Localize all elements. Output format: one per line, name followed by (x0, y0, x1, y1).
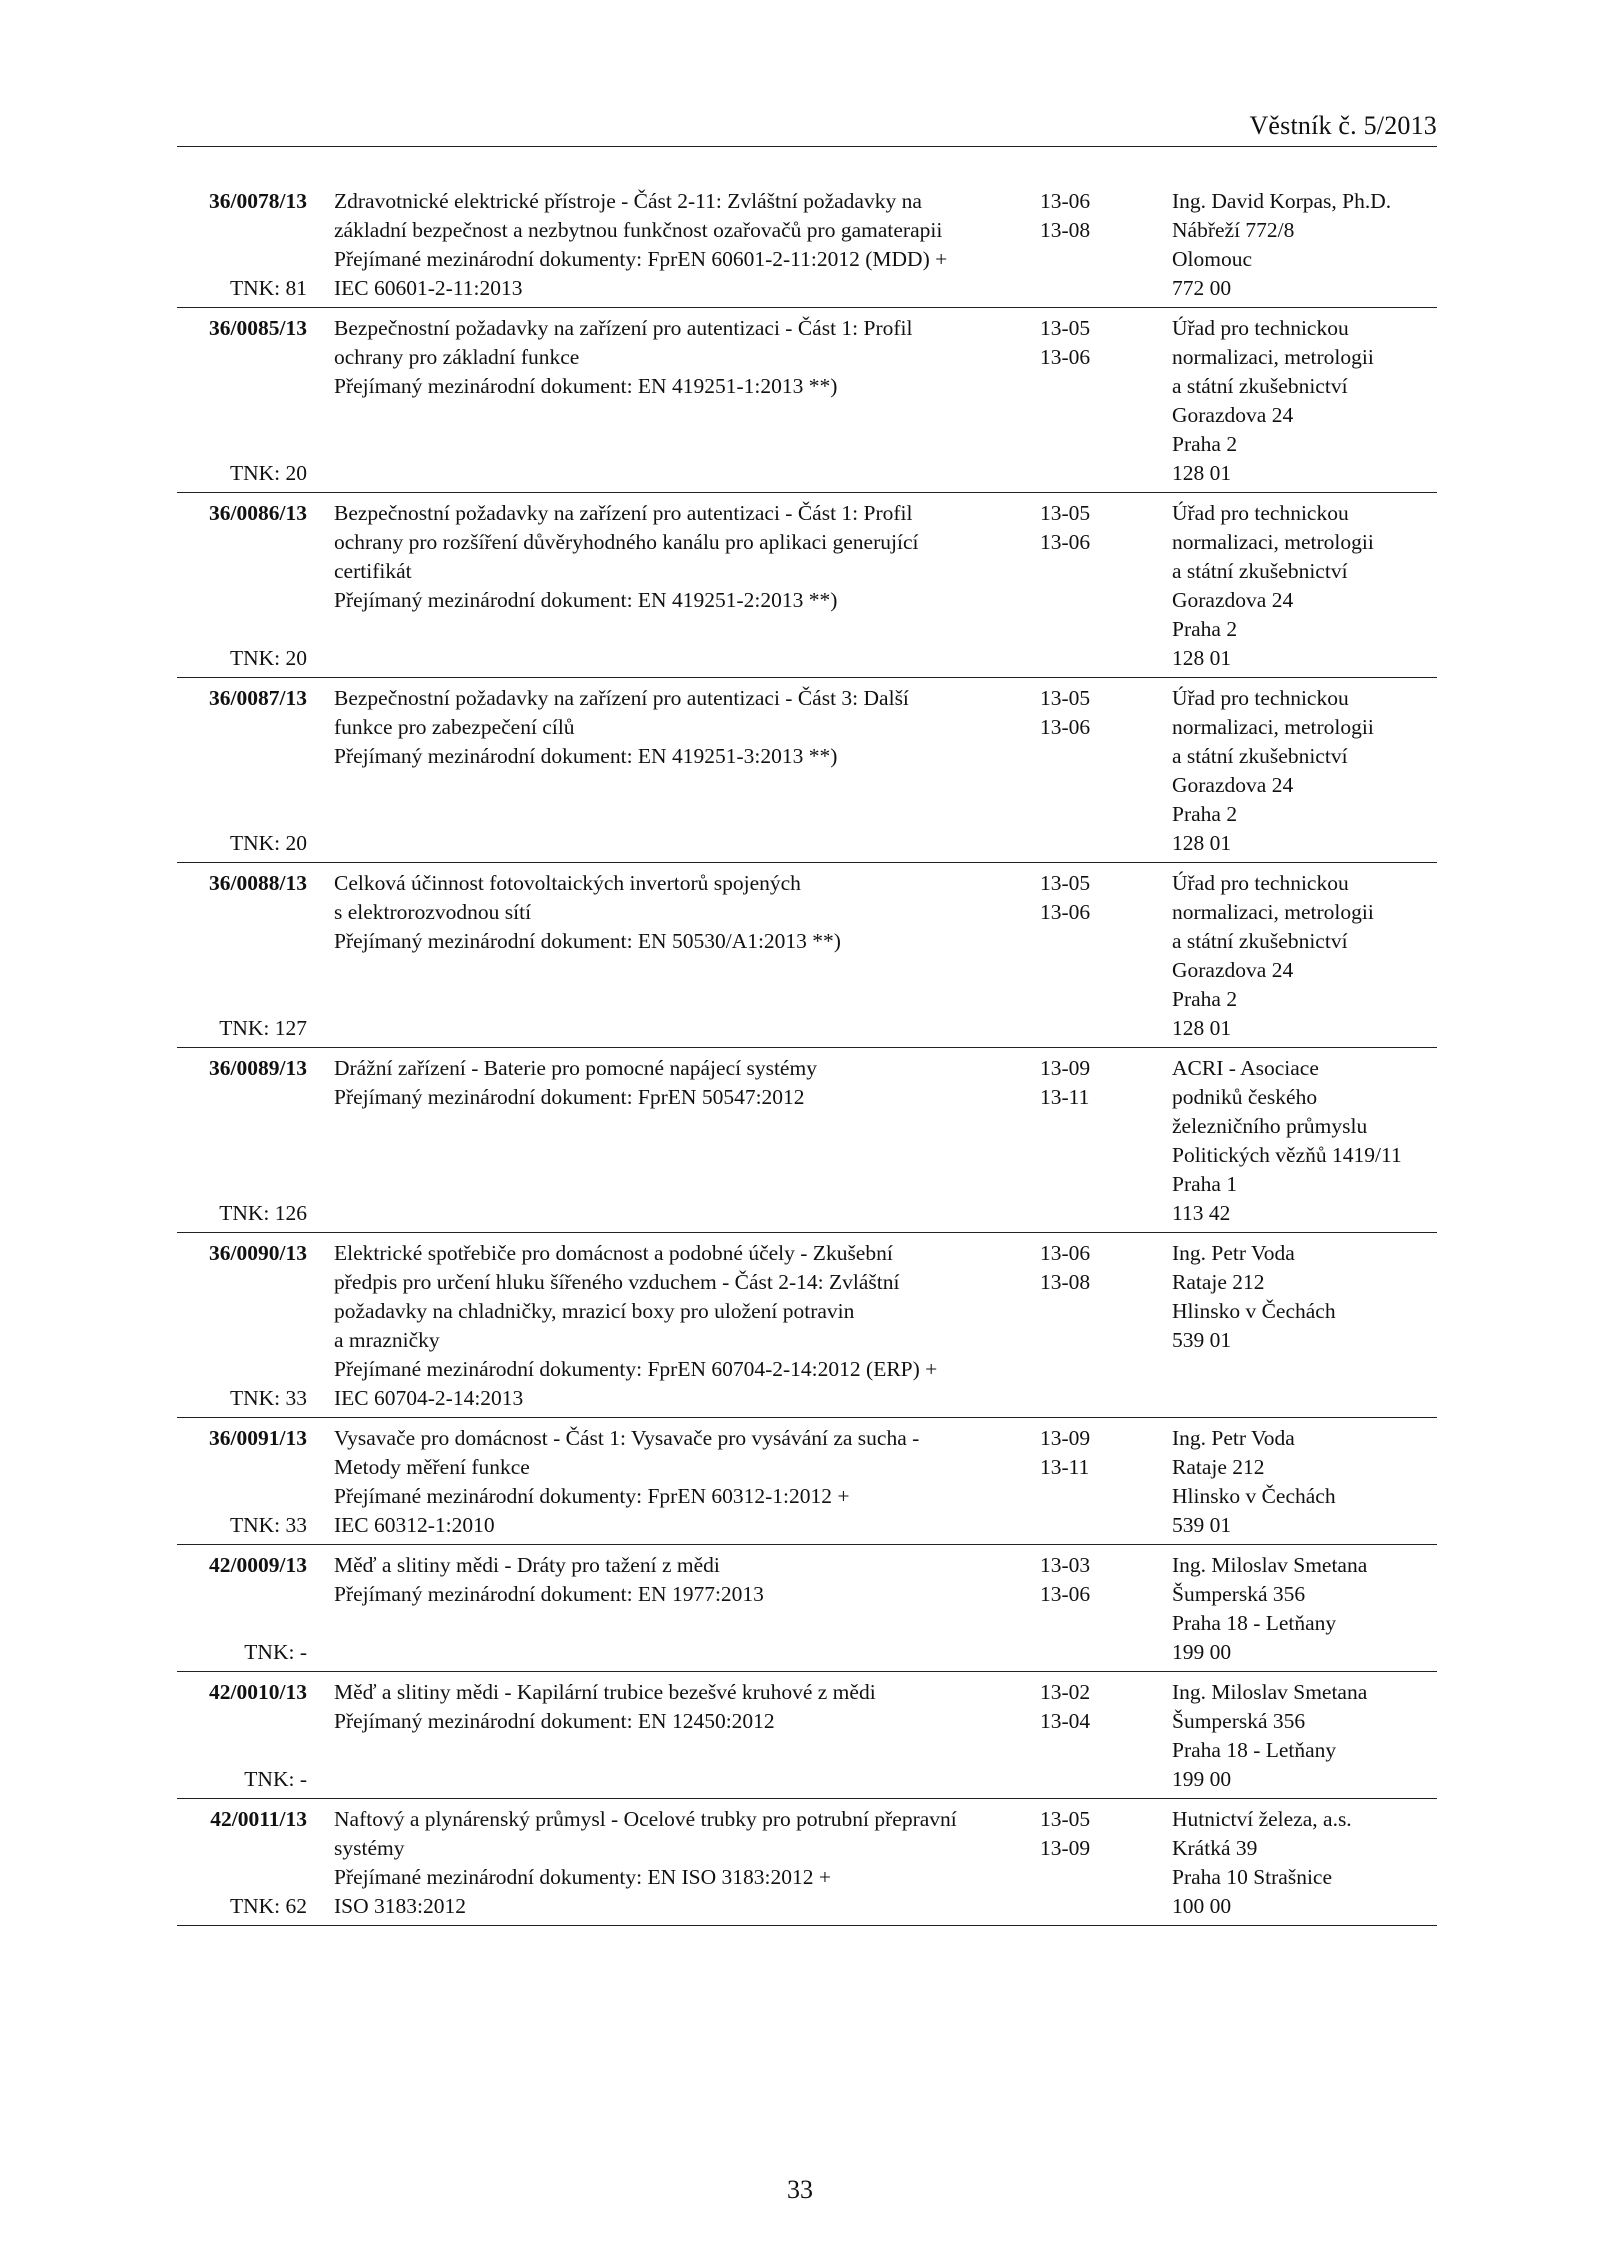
contact (1172, 187, 1457, 303)
description-line: Celková účinnost fotovoltaických invertorů spojených (334, 871, 801, 895)
description (334, 684, 1020, 858)
dates-line: 13-05 (1040, 501, 1091, 525)
contact-line: 100 00 (1172, 1894, 1232, 1918)
dates (1040, 684, 1152, 858)
table-row (177, 1048, 1437, 1233)
table-row (177, 1233, 1437, 1418)
page-number: 33 (787, 2175, 813, 2204)
contact-line: 199 00 (1172, 1767, 1232, 1791)
contact-line: 539 01 (1172, 1328, 1232, 1352)
description-line: Přejímaný mezinárodní dokument: EN 419251-2:2013 **) (334, 588, 838, 612)
description-line: Přejímaný mezinárodní dokument: EN 419251-1:2013 **) (334, 374, 838, 398)
description (334, 1678, 1020, 1794)
description-line: IEC 60704-2-14:2013 (334, 1386, 524, 1410)
contact (1172, 499, 1457, 673)
contact-line: Gorazdova 24 (1172, 588, 1294, 612)
table-row (177, 308, 1437, 493)
contact-line: 199 00 (1172, 1640, 1232, 1664)
project-id-cell (177, 869, 307, 1043)
contact (1172, 1551, 1457, 1667)
dates-line: 13-05 (1040, 1807, 1091, 1831)
dates-line: 13-05 (1040, 686, 1091, 710)
dates-line: 13-04 (1040, 1709, 1091, 1733)
contact-line: Úřad pro technickou (1172, 686, 1349, 710)
description (334, 314, 1020, 488)
description (334, 187, 1020, 303)
contact-line: 128 01 (1172, 461, 1232, 485)
description-line: IEC 60601-2-11:2013 (334, 276, 523, 300)
contact-line: Ing. Petr Voda (1172, 1426, 1295, 1450)
dates-line: 13-06 (1040, 900, 1091, 924)
project-number: 36/0088/13 (209, 871, 307, 895)
description-line: certifikát (334, 559, 412, 583)
table-row (177, 1799, 1437, 1926)
dates (1040, 499, 1152, 673)
project-number: 36/0085/13 (209, 316, 307, 340)
contact-line: Praha 2 (1172, 802, 1238, 826)
contact-line: Hlinsko v Čechách (1172, 1484, 1336, 1508)
tnk-label: TNK: 20 (229, 831, 307, 855)
contact-line: Praha 2 (1172, 617, 1238, 641)
contact-line: normalizaci, metrologii (1172, 715, 1374, 739)
dates-line: 13-11 (1040, 1085, 1090, 1109)
contact-line: Praha 18 - Letňany (1172, 1738, 1337, 1762)
contact (1172, 314, 1457, 488)
description-line: Přejímané mezinárodní dokumenty: FprEN 60601-2-11:2012 (MDD) + (334, 247, 948, 271)
dates (1040, 869, 1152, 1043)
contact-line: normalizaci, metrologii (1172, 900, 1374, 924)
contact-line: Praha 1 (1172, 1172, 1238, 1196)
description-line: s elektrorozvodnou sítí (334, 900, 532, 924)
contact-line: Gorazdova 24 (1172, 958, 1294, 982)
table-row (177, 863, 1437, 1048)
dates-line: 13-06 (1040, 715, 1091, 739)
dates (1040, 1054, 1152, 1228)
project-id-cell (177, 1054, 307, 1228)
description-line: Přejímané mezinárodní dokumenty: EN ISO 3183:2012 + (334, 1865, 831, 1889)
contact-line: normalizaci, metrologii (1172, 345, 1374, 369)
dates-line: 13-09 (1040, 1836, 1091, 1860)
contact-line: a státní zkušebnictví (1172, 559, 1348, 583)
description-line: základní bezpečnost a nezbytnou funkčnost ozařovačů pro gamaterapii (334, 218, 943, 242)
contact-line: Ing. Miloslav Smetana (1172, 1553, 1368, 1577)
table-row (177, 1672, 1437, 1799)
contact-line: Rataje 212 (1172, 1270, 1265, 1294)
project-id-cell (177, 499, 307, 673)
project-number: 36/0087/13 (209, 686, 307, 710)
contact-line: Gorazdova 24 (1172, 773, 1294, 797)
contact-line: Praha 10 Strašnice (1172, 1865, 1333, 1889)
description-line: Přejímané mezinárodní dokumenty: FprEN 60704-2-14:2012 (ERP) + (334, 1357, 938, 1381)
description (334, 1551, 1020, 1667)
dates (1040, 1551, 1152, 1667)
dates-line: 13-05 (1040, 871, 1091, 895)
header-title: Věstník č. 5/2013 (1249, 111, 1437, 140)
dates-line: 13-02 (1040, 1680, 1091, 1704)
dates-line: 13-05 (1040, 316, 1091, 340)
project-number: 42/0009/13 (209, 1553, 307, 1577)
description-line: Bezpečnostní požadavky na zařízení pro autentizaci - Část 1: Profil (334, 501, 913, 525)
project-number: 42/0011/13 (210, 1807, 307, 1831)
dates (1040, 1424, 1152, 1540)
dates (1040, 314, 1152, 488)
contact-line: železničního průmyslu (1172, 1114, 1368, 1138)
contact-line: Praha 18 - Letňany (1172, 1611, 1337, 1635)
description-line: Měď a slitiny mědi - Dráty pro tažení z mědi (334, 1553, 720, 1577)
description-line: Bezpečnostní požadavky na zařízení pro autentizaci - Část 3: Další (334, 686, 909, 710)
project-number: 36/0089/13 (209, 1056, 307, 1080)
dates-line: 13-06 (1040, 1582, 1091, 1606)
description-line: ochrany pro rozšíření důvěryhodného kanálu pro aplikaci generující (334, 530, 919, 554)
contact-line: Olomouc (1172, 247, 1253, 271)
description (334, 1054, 1020, 1228)
description-line: požadavky na chladničky, mrazicí boxy pro uložení potravin (334, 1299, 855, 1323)
contact-line: Hlinsko v Čechách (1172, 1299, 1336, 1323)
contact-line: 128 01 (1172, 646, 1232, 670)
project-id-cell (177, 684, 307, 858)
tnk-label: TNK: 81 (229, 276, 307, 300)
dates-line: 13-08 (1040, 1270, 1091, 1294)
contact-line: Praha 2 (1172, 987, 1238, 1011)
dates-line: 13-11 (1040, 1455, 1090, 1479)
description (334, 1805, 1020, 1921)
dates-line: 13-06 (1040, 1241, 1091, 1265)
contact (1172, 1239, 1457, 1413)
description (334, 869, 1020, 1043)
standards-table (177, 187, 1437, 1926)
project-id-cell (177, 1424, 307, 1540)
dates-line: 13-03 (1040, 1553, 1091, 1577)
description-line: Přejímané mezinárodní dokumenty: FprEN 60312-1:2012 + (334, 1484, 850, 1508)
tnk-label: TNK: - (244, 1767, 307, 1791)
contact-line: Ing. David Korpas, Ph.D. (1172, 189, 1392, 213)
description-line: Přejímaný mezinárodní dokument: FprEN 50547:2012 (334, 1085, 805, 1109)
contact-line: 113 42 (1172, 1201, 1231, 1225)
tnk-label: TNK: 20 (229, 646, 307, 670)
contact (1172, 684, 1457, 858)
contact-line: Krátká 39 (1172, 1836, 1258, 1860)
contact-line: Hutnictví železa, a.s. (1172, 1807, 1352, 1831)
dates-line: 13-06 (1040, 345, 1091, 369)
description-line: Přejímaný mezinárodní dokument: EN 1977:2013 (334, 1582, 764, 1606)
contact-line: Šumperská 356 (1172, 1582, 1306, 1606)
tnk-label: TNK: - (244, 1640, 307, 1664)
project-number: 36/0078/13 (209, 189, 307, 213)
description (334, 1239, 1020, 1413)
table-row (177, 187, 1437, 308)
table-row (177, 493, 1437, 678)
contact-line: a státní zkušebnictví (1172, 744, 1348, 768)
description (334, 499, 1020, 673)
contact-line: a státní zkušebnictví (1172, 374, 1348, 398)
description-line: Měď a slitiny mědi - Kapilární trubice bezešvé kruhové z mědi (334, 1680, 876, 1704)
project-id-cell (177, 1239, 307, 1413)
project-number: 36/0090/13 (209, 1241, 307, 1265)
contact-line: Nábřeží 772/8 (1172, 218, 1295, 242)
contact (1172, 1054, 1457, 1228)
contact-line: Politických vězňů 1419/11 (1172, 1143, 1402, 1167)
contact-line: Gorazdova 24 (1172, 403, 1294, 427)
tnk-label: TNK: 127 (219, 1016, 307, 1040)
dates (1040, 1678, 1152, 1794)
contact-line: Rataje 212 (1172, 1455, 1265, 1479)
contact-line: podniků českého (1172, 1085, 1318, 1109)
dates-line: 13-09 (1040, 1056, 1091, 1080)
description-line: předpis pro určení hluku šířeného vzduchem - Část 2-14: Zvláštní (334, 1270, 900, 1294)
contact (1172, 1678, 1457, 1794)
contact-line: Praha 2 (1172, 432, 1238, 456)
table-row (177, 678, 1437, 863)
dates-line: 13-06 (1040, 189, 1091, 213)
contact-line: Šumperská 356 (1172, 1709, 1306, 1733)
project-id-cell (177, 1678, 307, 1794)
contact-line: 128 01 (1172, 1016, 1232, 1040)
dates (1040, 187, 1152, 303)
contact-line: 539 01 (1172, 1513, 1232, 1537)
dates (1040, 1239, 1152, 1413)
contact-line: ACRI - Asociace (1172, 1056, 1319, 1080)
tnk-label: TNK: 33 (229, 1513, 307, 1537)
description-line: Metody měření funkce (334, 1455, 530, 1479)
contact-line: Úřad pro technickou (1172, 501, 1349, 525)
contact-line: 128 01 (1172, 831, 1232, 855)
description-line: Vysavače pro domácnost - Část 1: Vysavače pro vysávání za sucha - (334, 1426, 920, 1450)
description-line: funkce pro zabezpečení cílů (334, 715, 575, 739)
table-row (177, 1418, 1437, 1545)
description-line: Přejímaný mezinárodní dokument: EN 50530/A1:2013 **) (334, 929, 841, 953)
description-line: Přejímaný mezinárodní dokument: EN 12450:2012 (334, 1709, 775, 1733)
description (334, 1424, 1020, 1540)
contact (1172, 1805, 1457, 1921)
tnk-label: TNK: 62 (229, 1894, 307, 1918)
contact (1172, 869, 1457, 1043)
contact-line: Ing. Petr Voda (1172, 1241, 1295, 1265)
contact-line: 772 00 (1172, 276, 1232, 300)
description-line: ochrany pro základní funkce (334, 345, 580, 369)
contact-line: Úřad pro technickou (1172, 316, 1349, 340)
project-id-cell (177, 1551, 307, 1667)
contact-line: Úřad pro technickou (1172, 871, 1349, 895)
contact-line: a státní zkušebnictví (1172, 929, 1348, 953)
description-line: ISO 3183:2012 (334, 1894, 466, 1918)
project-id-cell (177, 1805, 307, 1921)
description-line: Přejímaný mezinárodní dokument: EN 419251-3:2013 **) (334, 744, 838, 768)
description-line: Naftový a plynárenský průmysl - Ocelové trubky pro potrubní přepravní (334, 1807, 957, 1831)
dates-line: 13-08 (1040, 218, 1091, 242)
description-line: systémy (334, 1836, 405, 1860)
dates-line: 13-06 (1040, 530, 1091, 554)
tnk-label: TNK: 126 (219, 1201, 307, 1225)
contact (1172, 1424, 1457, 1540)
description-line: Drážní zařízení - Baterie pro pomocné napájecí systémy (334, 1056, 817, 1080)
description-line: a mrazničky (334, 1328, 440, 1352)
table-row (177, 1545, 1437, 1672)
project-number: 42/0010/13 (209, 1680, 307, 1704)
tnk-label: TNK: 33 (229, 1386, 307, 1410)
description-line: Bezpečnostní požadavky na zařízení pro autentizaci - Část 1: Profil (334, 316, 913, 340)
description-line: Elektrické spotřebiče pro domácnost a podobné účely - Zkušební (334, 1241, 893, 1265)
header-rule (177, 146, 1437, 147)
dates-line: 13-09 (1040, 1426, 1091, 1450)
project-id-cell (177, 187, 307, 303)
dates (1040, 1805, 1152, 1921)
contact-line: Ing. Miloslav Smetana (1172, 1680, 1368, 1704)
description-line: Zdravotnické elektrické přístroje - Část 2-11: Zvláštní požadavky na (334, 189, 922, 213)
project-id-cell (177, 314, 307, 488)
description-line: IEC 60312-1:2010 (334, 1513, 495, 1537)
project-number: 36/0091/13 (209, 1426, 307, 1450)
contact-line: normalizaci, metrologii (1172, 530, 1374, 554)
tnk-label: TNK: 20 (229, 461, 307, 485)
project-number: 36/0086/13 (209, 501, 307, 525)
